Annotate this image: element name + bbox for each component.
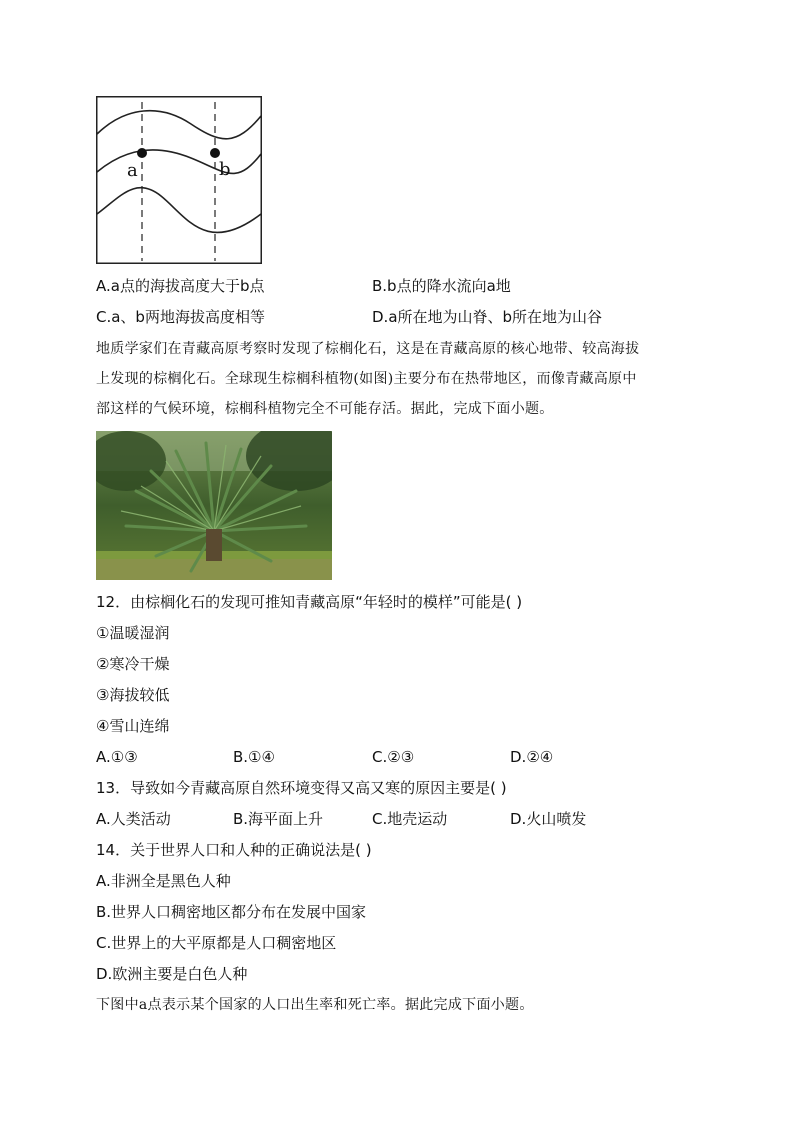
q11-option-c: C.a、b两地海拔高度相等 bbox=[96, 308, 265, 326]
q13-option-b: B.海平面上升 bbox=[233, 810, 324, 828]
q13-option-d: D.火山喷发 bbox=[510, 810, 587, 828]
q11-option-d: D.a所在地为山脊、b所在地为山谷 bbox=[372, 308, 603, 326]
contour-line-diagram bbox=[96, 96, 262, 264]
q12-option-c: C.②③ bbox=[372, 748, 415, 766]
q14-option-d: D.欧洲主要是白色人种 bbox=[96, 965, 248, 983]
passage-2: 下图中a点表示某个国家的人口出生率和死亡率。据此完成下面小题。 bbox=[96, 997, 534, 1013]
q14-option-b: B.世界人口稠密地区都分布在发展中国家 bbox=[96, 903, 367, 921]
q13-option-a: A.人类活动 bbox=[96, 810, 171, 828]
point-b bbox=[210, 148, 220, 158]
contour-line-top bbox=[97, 111, 261, 139]
q14-option-a: A.非洲全是黑色人种 bbox=[96, 872, 231, 890]
passage-line: 部这样的气候环境，棕榈科植物完全不可能存活。据此，完成下面小题。 bbox=[96, 401, 554, 417]
q12-item-4: ④雪山连绵 bbox=[96, 717, 170, 735]
q11-option-a: A.a点的海拔高度大于b点 bbox=[96, 277, 265, 295]
diagram-frame bbox=[97, 97, 262, 264]
q11-option-b: B.b点的降水流向a地 bbox=[372, 277, 511, 295]
q12-item-2: ②寒冷干燥 bbox=[96, 655, 170, 673]
passage-line: 地质学家们在青藏高原考察时发现了棕榈化石，这是在青藏高原的核心地带、较高海拔 bbox=[96, 341, 640, 357]
label-b: b bbox=[219, 159, 231, 180]
q12-item-1: ①温暖湿润 bbox=[96, 624, 170, 642]
q14-option-c: C.世界上的大平原都是人口稠密地区 bbox=[96, 934, 337, 952]
q12-option-b: B.①④ bbox=[233, 748, 275, 766]
contour-line-middle bbox=[97, 150, 261, 173]
label-a: a bbox=[127, 160, 138, 181]
palm-tree-photo bbox=[96, 431, 332, 580]
passage-line: 上发现的棕榈化石。全球现生棕榈科植物(如图)主要分布在热带地区，而像青藏高原中 bbox=[96, 371, 637, 387]
q12-option-a: A.①③ bbox=[96, 748, 138, 766]
q12-item-3: ③海拔较低 bbox=[96, 686, 170, 704]
q12-stem: 12．由棕榈化石的发现可推知青藏高原“年轻时的模样”可能是( ) bbox=[96, 593, 523, 611]
point-a bbox=[137, 148, 147, 158]
contour-line-bottom bbox=[97, 188, 261, 233]
q13-option-c: C.地壳运动 bbox=[372, 810, 448, 828]
q13-stem: 13．导致如今青藏高原自然环境变得又高又寒的原因主要是( ) bbox=[96, 779, 507, 797]
q12-option-d: D.②④ bbox=[510, 748, 554, 766]
q14-stem: 14．关于世界人口和人种的正确说法是( ) bbox=[96, 841, 372, 859]
